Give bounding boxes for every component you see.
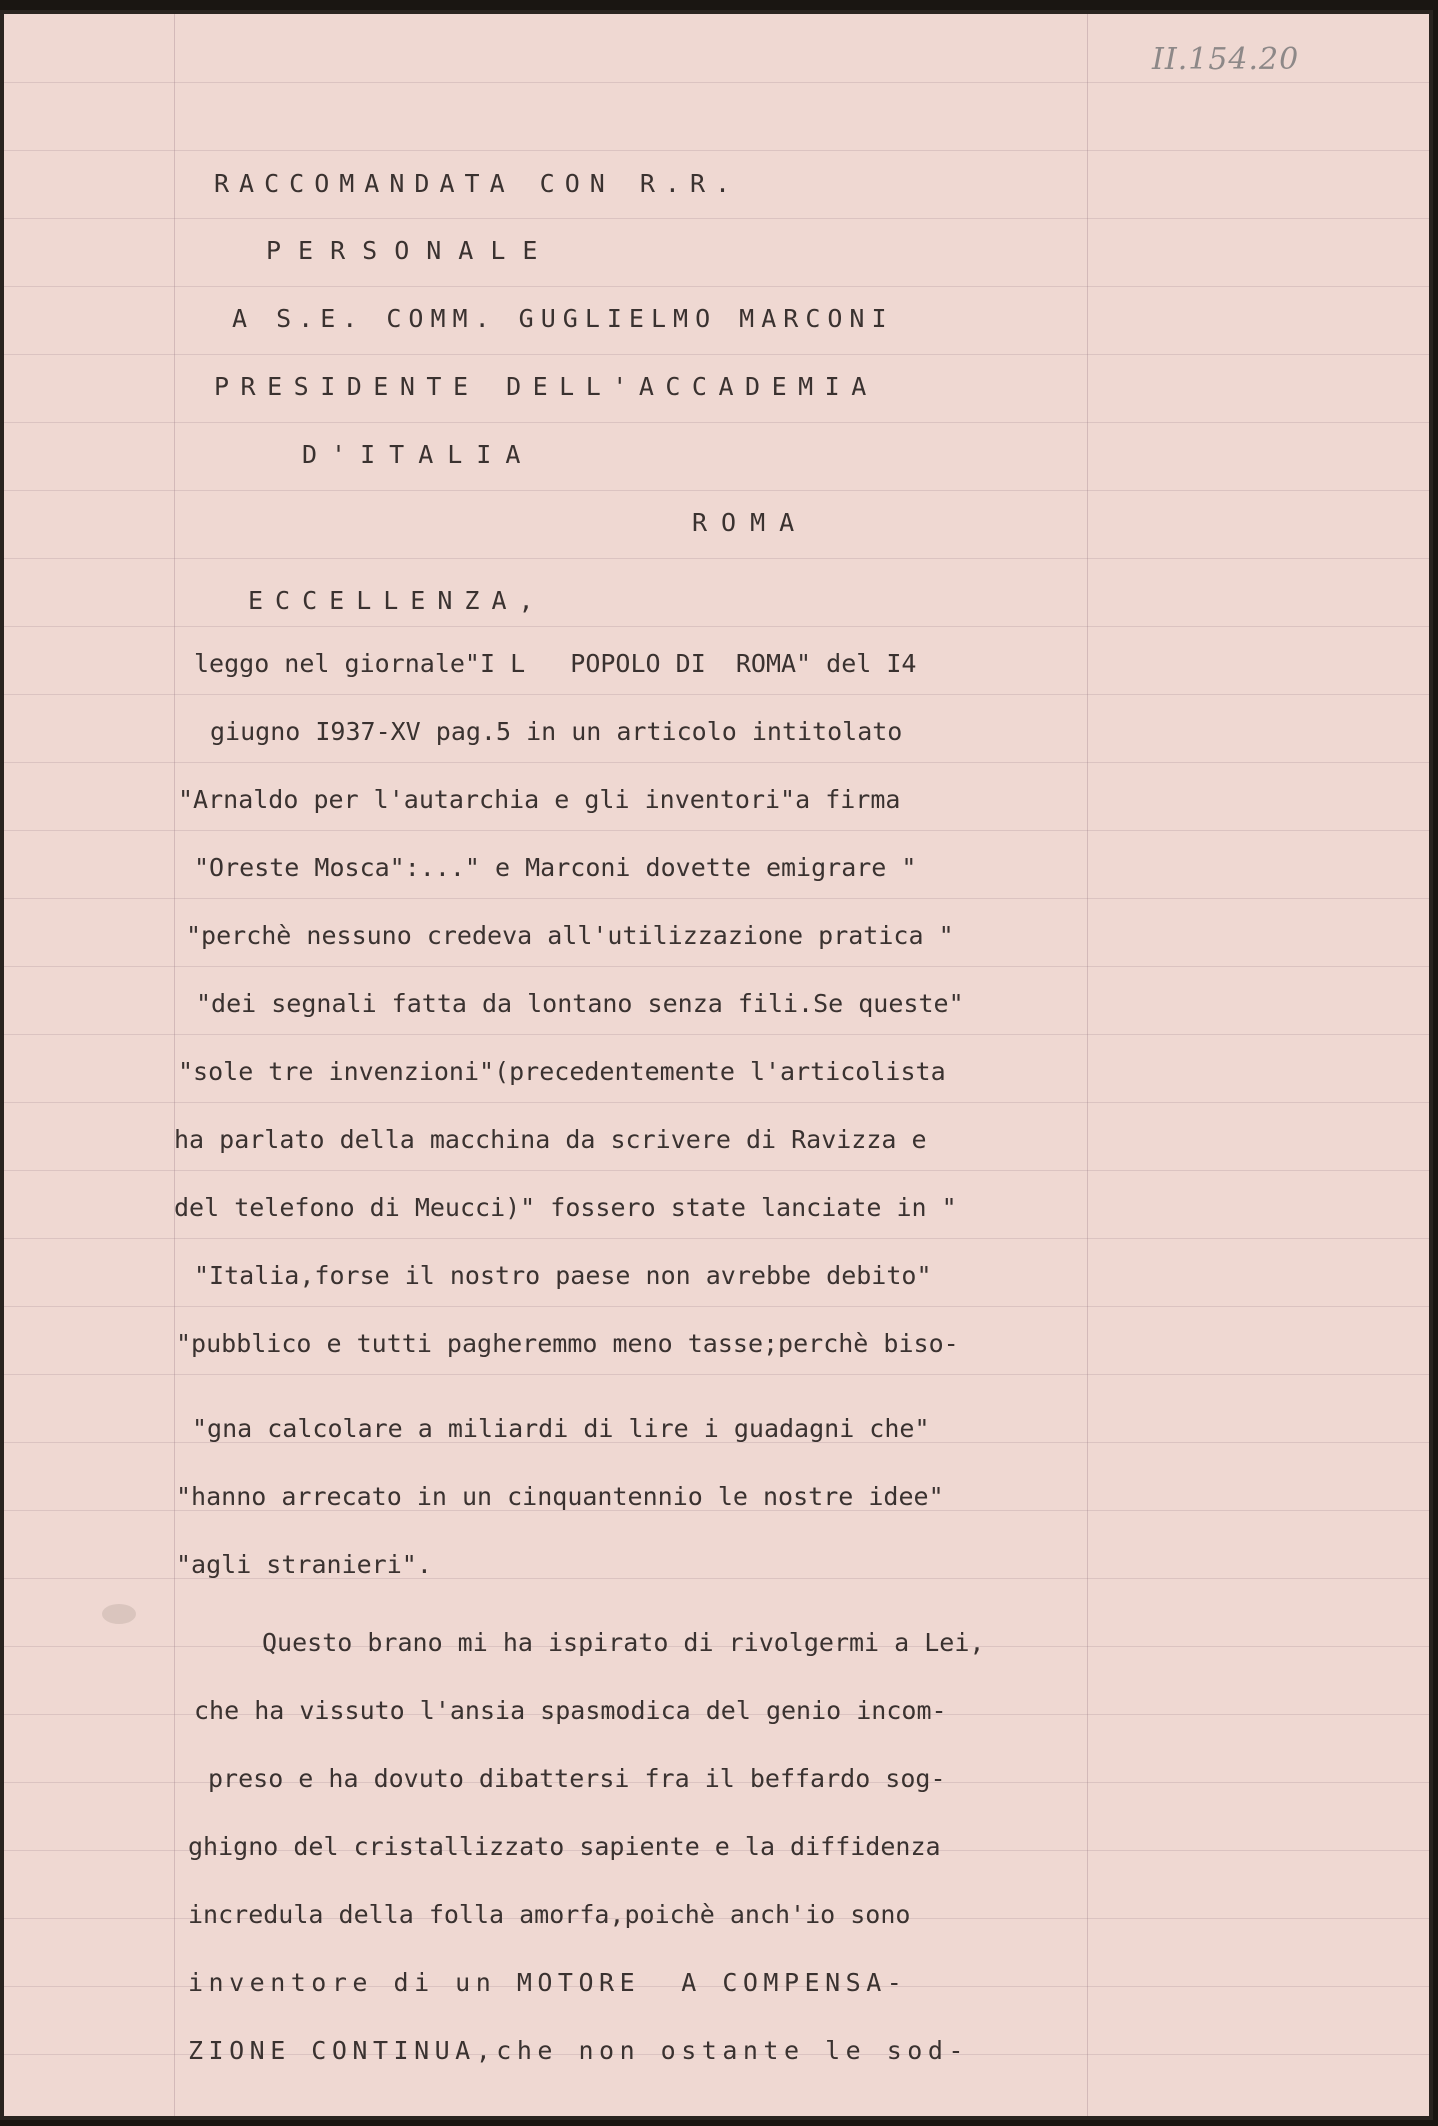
body-line-17: preso e ha dovuto dibattersi fra il beffardo sog- (208, 1764, 946, 1793)
ruling-line (4, 898, 1429, 899)
ruling-line (4, 490, 1429, 491)
ruling-line (4, 1306, 1429, 1307)
header-title: PRESIDENTE DELL'ACCADEMIA (214, 372, 878, 401)
header-addressee: A S.E. COMM. GUGLIELMO MARCONI (232, 304, 894, 333)
ruling-line (4, 626, 1429, 627)
letter-page (0, 10, 1433, 2120)
archive-mark: II.154.20 (1152, 42, 1300, 77)
ruling-line (4, 286, 1429, 287)
body-line-16: che ha vissuto l'ansia spasmodica del genio incom- (194, 1696, 947, 1725)
body-line-5: "perchè nessuno credeva all'utilizzazione pratica " (186, 921, 954, 950)
ink-smudge (102, 1604, 136, 1624)
body-line-11: "pubblico e tutti pagheremmo meno tasse;perchè biso- (176, 1329, 959, 1358)
header-registered-mail: RACCOMANDATA CON R.R. (214, 169, 741, 198)
ruling-line (4, 830, 1429, 831)
body-line-1: leggo nel giornale"I L POPOLO DI ROMA" del I4 (194, 649, 917, 678)
body-line-6: "dei segnali fatta da lontano senza fili.Se queste" (196, 989, 964, 1018)
header-personal: PERSONALE (266, 236, 555, 265)
ruling-line (4, 354, 1429, 355)
ruling-line (4, 150, 1429, 151)
body-line-7: "sole tre invenzioni"(precedentemente l'articolista (178, 1057, 946, 1086)
body-line-20: inventore di un MOTORE A COMPENSA- (188, 1968, 908, 1997)
body-line-10: "Italia,forse il nostro paese non avrebbe debito" (194, 1261, 932, 1290)
header-italia: D'ITALIA (302, 440, 535, 469)
body-line-8: ha parlato della macchina da scrivere di Ravizza e (174, 1125, 927, 1154)
body-line-13: "hanno arrecato in un cinquantennio le nostre idee" (176, 1482, 944, 1511)
salutation: ECCELLENZA, (248, 586, 546, 615)
body-line-9: del telefono di Meucci)" fossero state lanciate in " (174, 1193, 957, 1222)
body-line-14: "agli stranieri". (176, 1550, 432, 1579)
ruling-line (4, 1102, 1429, 1103)
ruling-line (4, 218, 1429, 219)
ruling-line (4, 1374, 1429, 1375)
left-margin-line (174, 14, 175, 2116)
ruling-line (4, 762, 1429, 763)
header-city: ROMA (692, 508, 809, 537)
ruling-line (4, 694, 1429, 695)
body-line-21: ZIONE CONTINUA,che non ostante le sod- (188, 2036, 969, 2065)
body-line-12: "gna calcolare a miliardi di lire i guadagni che" (192, 1414, 930, 1443)
body-line-2: giugno I937-XV pag.5 in un articolo intitolato (210, 717, 903, 746)
ruling-line (4, 558, 1429, 559)
body-line-19: incredula della folla amorfa,poichè anch'io sono (188, 1900, 911, 1929)
ruling-line (4, 422, 1429, 423)
body-line-15: Questo brano mi ha ispirato di rivolgermi a Lei, (262, 1628, 985, 1657)
right-margin-line (1087, 14, 1088, 2116)
ruling-line (4, 1238, 1429, 1239)
ruling-line (4, 82, 1429, 83)
body-line-3: "Arnaldo per l'autarchia e gli inventori"a firma (178, 785, 901, 814)
ruling-line (4, 966, 1429, 967)
body-line-4: "Oreste Mosca":..." e Marconi dovette emigrare " (194, 853, 917, 882)
body-line-18: ghigno del cristallizzato sapiente e la diffidenza (188, 1832, 941, 1861)
ruling-line (4, 1034, 1429, 1035)
ruling-line (4, 1170, 1429, 1171)
